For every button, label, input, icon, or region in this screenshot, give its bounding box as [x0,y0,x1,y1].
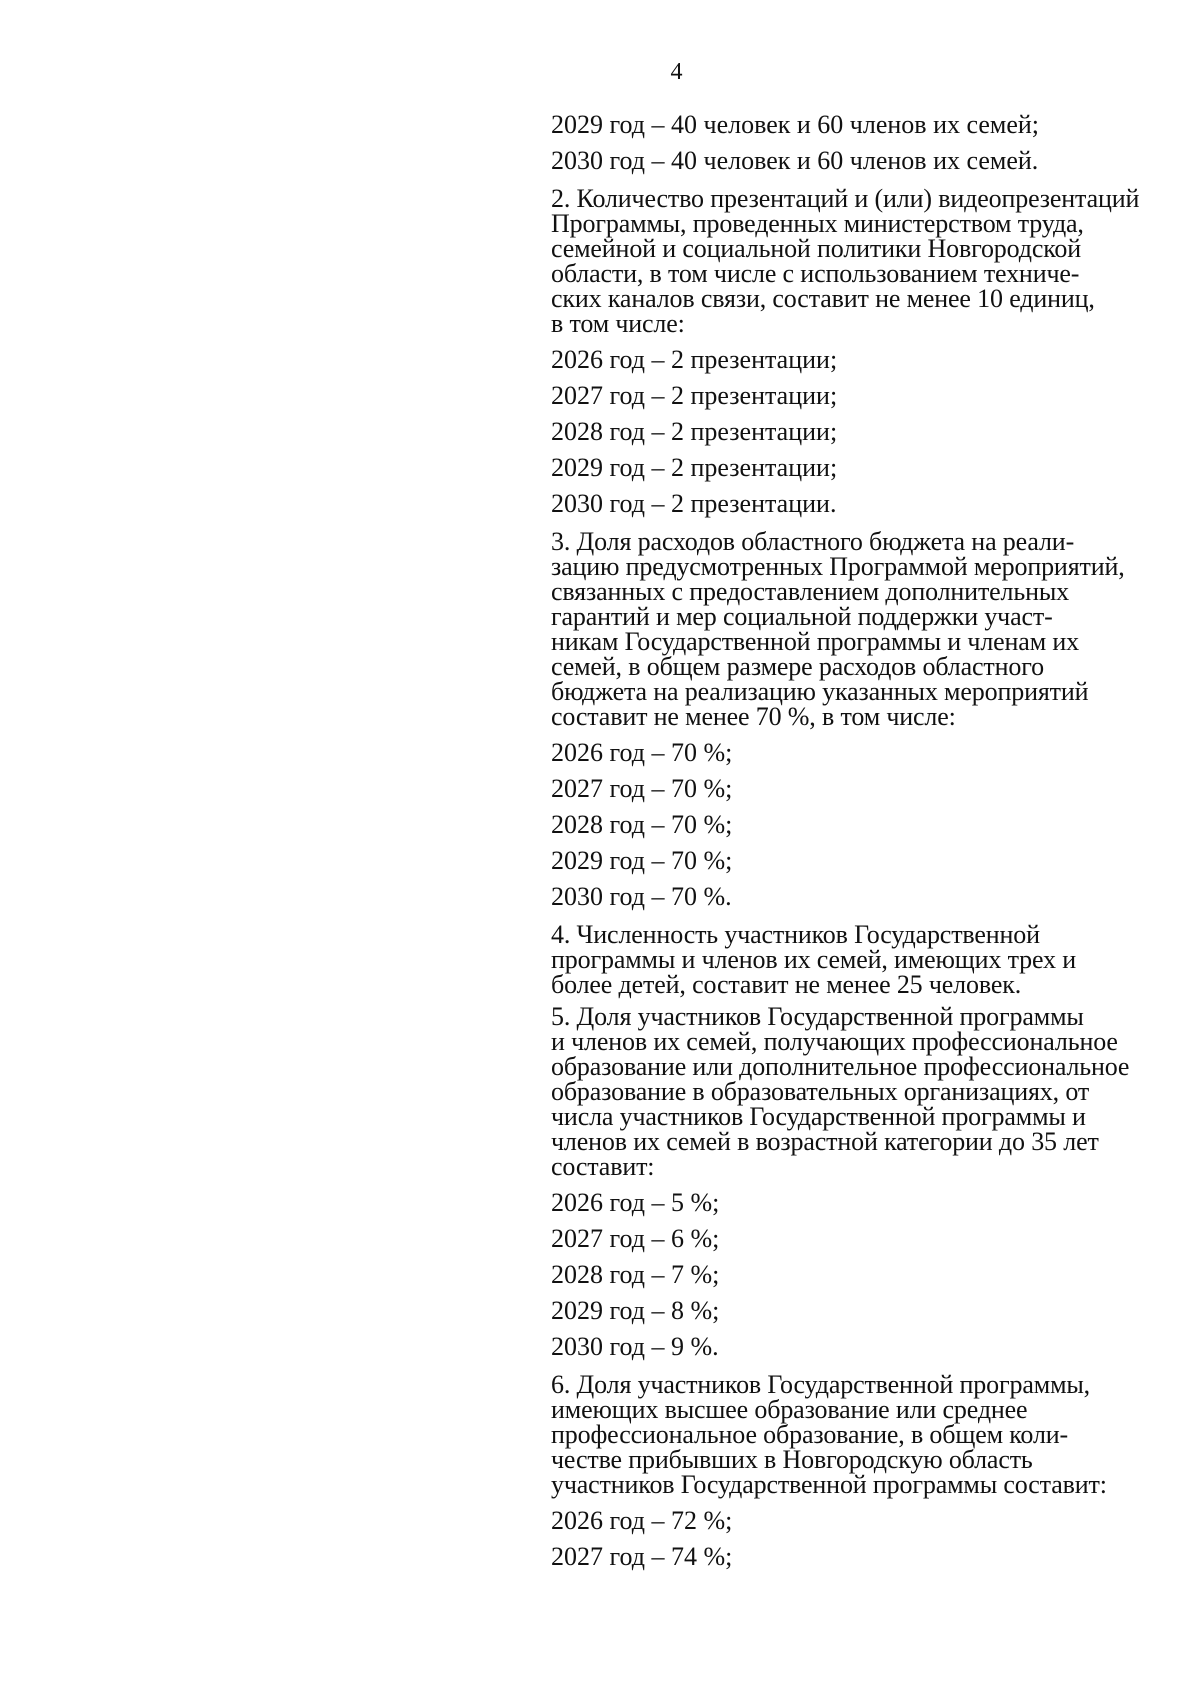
paragraph-line: ских каналов связи, составит не менее 10 единиц, [551,284,1095,313]
year-line: 2027 год – 6 %; [551,1224,720,1253]
paragraph-line: образование или дополнительное профессиональное [551,1052,1130,1081]
year-line: 2026 год – 70 %; [551,738,733,767]
year-line: 2029 год – 70 %; [551,846,733,875]
year-line: 2029 год – 40 человек и 60 членов их семей; [551,110,1040,139]
paragraph-line: 3. Доля расходов областного бюджета на реали- [551,527,1075,556]
paragraph-line: в том числе: [551,309,685,338]
paragraph-line: участников Государственной программы составит: [551,1470,1107,1499]
paragraph-line: Программы, проведенных министерством труда, [551,209,1084,238]
paragraph-3 [551,529,1163,729]
paragraph-line: честве прибывших в Новгородскую область [551,1445,1033,1474]
paragraph-line: зацию предусмотренных Программой мероприятий, [551,552,1125,581]
paragraph-line: числа участников Государственной программы и [551,1102,1086,1131]
year-line: 2030 год – 70 %. [551,882,732,911]
year-line: 2029 год – 2 презентации; [551,453,838,482]
year-line: 2028 год – 70 %; [551,810,733,839]
year-line: 2027 год – 70 %; [551,774,733,803]
paragraph-line: гарантий и мер социальной поддержки участ- [551,602,1053,631]
paragraph-line: 4. Численность участников Государственной [551,920,1040,949]
paragraph-line: и членов их семей, получающих профессиональное [551,1027,1118,1056]
year-line: 2028 год – 7 %; [551,1260,720,1289]
year-line: 2028 год – 2 презентации; [551,417,838,446]
paragraph-line: составит не менее 70 %, в том числе: [551,702,956,731]
paragraph-2 [551,186,1163,336]
year-line: 2026 год – 5 %; [551,1188,720,1217]
paragraph-line: 5. Доля участников Государственной программы [551,1002,1084,1031]
paragraph-line: более детей, составит не менее 25 человек. [551,970,1022,999]
paragraph-5 [551,1004,1163,1179]
paragraph-line: 2. Количество презентаций и (или) видеопрезентаций [551,184,1140,213]
year-line: 2030 год – 9 %. [551,1332,719,1361]
year-line: 2027 год – 2 презентации; [551,381,838,410]
paragraph-6 [551,1372,1163,1497]
paragraph-line: никам Государственной программы и членам их [551,627,1079,656]
year-line: 2029 год – 8 %; [551,1296,720,1325]
paragraph-line: профессиональное образование, в общем коли- [551,1420,1069,1449]
document-body [551,107,1163,1575]
year-line: 2030 год – 2 презентации. [551,489,837,518]
year-line: 2026 год – 72 %; [551,1506,733,1535]
page-number: 4 [670,59,683,85]
paragraph-line: членов их семей в возрастной категории до 35 лет [551,1127,1099,1156]
paragraph-4 [551,922,1163,997]
paragraph-line: 6. Доля участников Государственной программы, [551,1370,1091,1399]
paragraph-line: области, в том числе с использованием техниче- [551,259,1080,288]
paragraph-line: семейной и социальной политики Новгородской [551,234,1081,263]
paragraph-line: семей, в общем размере расходов областного [551,652,1044,681]
paragraph-line: составит: [551,1152,655,1181]
paragraph-line: бюджета на реализацию указанных мероприятий [551,677,1089,706]
paragraph-line: образование в образовательных организациях, от [551,1077,1090,1106]
paragraph-line: связанных с предоставлением дополнительных [551,577,1070,606]
paragraph-line: имеющих высшее образование или среднее [551,1395,1028,1424]
year-line: 2027 год – 74 %; [551,1542,733,1571]
year-line: 2030 год – 40 человек и 60 членов их семей. [551,146,1039,175]
paragraph-line: программы и членов их семей, имеющих трех и [551,945,1077,974]
year-line: 2026 год – 2 презентации; [551,345,838,374]
